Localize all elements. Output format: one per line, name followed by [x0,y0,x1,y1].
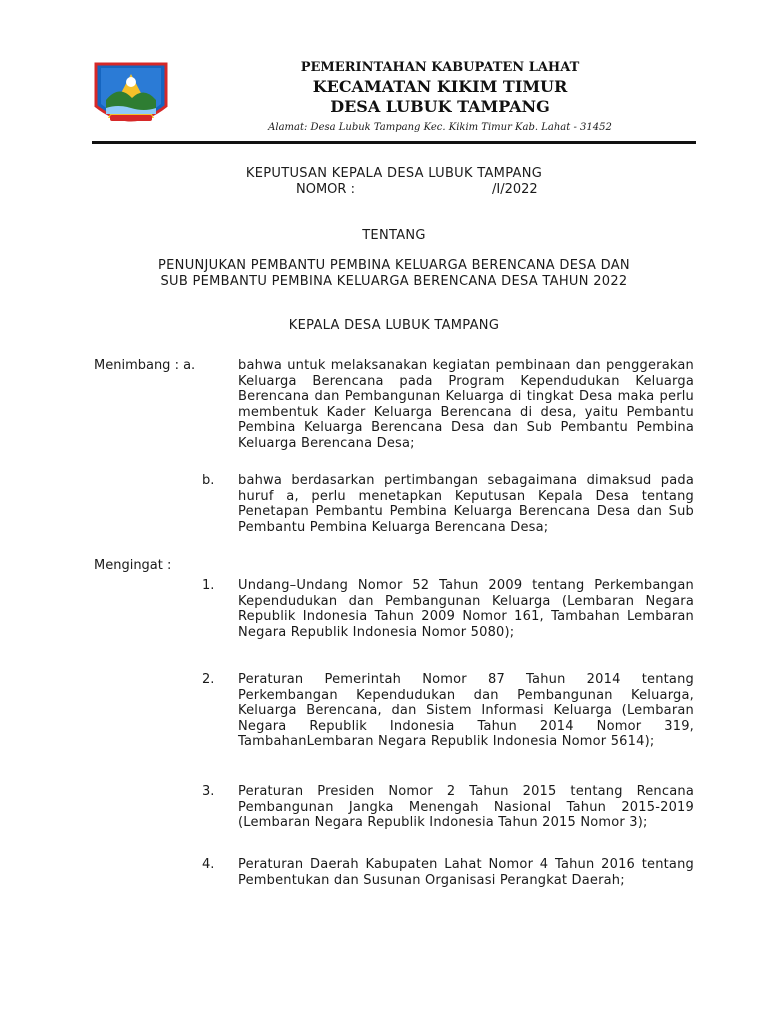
menimbang-item-b: bahwa berdasarkan pertimbangan sebagaimana dimaksud pada huruf a, perlu menetapkan Keputusan Kepala Desa tentang Penetapan Pembantu Pembina Keluarga Berencana Desa dan Sub Pembantu Pembina Keluarga Berencana Desa; [238,473,694,535]
letterhead-divider [92,141,696,144]
decree-subject [90,258,698,290]
mengingat-marker-3: 3. [202,784,215,799]
letterhead-line-2: KECAMATAN KIKIM TIMUR [312,77,568,96]
mengingat-marker-2: 2. [202,672,215,687]
decree-title: KEPUTUSAN KEPALA DESA LUBUK TAMPANG [245,166,543,181]
mengingat-item-4: Peraturan Daerah Kabupaten Lahat Nomor 4 Tahun 2016 tentang Pembentukan dan Susunan Organisasi Perangkat Daerah; [238,857,694,888]
menimbang-label: Menimbang : a. [94,358,196,373]
decree-subject-line-1: PENUNJUKAN PEMBANTU PEMBINA KELUARGA BERENCANA DESA DAN [158,258,630,273]
mengingat-item-3: Peraturan Presiden Nomor 2 Tahun 2015 tentang Rencana Pembangunan Jangka Menengah Nasional Tahun 2015-2019 (Lembaran Negara Republik Indonesia Tahun 2015 Nomor 3); [238,784,694,831]
mengingat-marker-4: 4. [202,857,215,872]
decree-subject-line-2: SUB PEMBANTU PEMBINA KELUARGA BERENCANA DESA TAHUN 2022 [160,274,628,289]
menimbang-marker-b: b. [202,473,215,488]
menimbang-item-a: bahwa untuk melaksanakan kegiatan pembinaan dan penggerakan Keluarga Berencana pada Program Kependudukan Keluarga Berencana dan Pembangunan Keluarga di tingkat Desa maka perlu membentuk Kader Keluarga Berencana di desa, yaitu Pembantu Pembina Keluarga Berencana Desa dan Sub Pembantu Pembina Keluarga Berencana Desa; [238,358,694,451]
letterhead-line-3: DESA LUBUK TAMPANG [330,97,550,116]
letterhead-line-1: PEMERINTAHAN KABUPATEN LAHAT [300,60,580,75]
mengingat-marker-1: 1. [202,578,215,593]
authority-heading: KEPALA DESA LUBUK TAMPANG [288,318,500,333]
mengingat-item-1: Undang–Undang Nomor 52 Tahun 2009 tentang Perkembangan Kependudukan dan Pembangunan Keluarga (Lembaran Negara Republik Indonesia Tahun 2009 Nomor 161, Tambahan Lembaran Negara Republik Indonesia Nomor 5080); [238,578,694,640]
mengingat-label: Mengingat : [94,558,172,573]
mengingat-item-2: Peraturan Pemerintah Nomor 87 Tahun 2014 tentang Perkembangan Kependudukan dan Pembangunan Keluarga, Keluarga Berencana, dan Sistem Informasi Keluarga (Lembaran Negara Republik Indonesia Tahun 2014 Nomor 319, TambahanLembaran Negara Republik Indonesia Nomor 5614); [238,672,694,750]
letterhead-address: Alamat: Desa Lubuk Tampang Kec. Kikim Timur Kab. Lahat - 31452 [268,122,612,133]
nomor-value: /I/2022 [492,182,538,197]
tentang-heading: TENTANG [362,228,426,243]
nomor-label: NOMOR : [296,182,355,197]
regency-emblem-icon [92,60,170,132]
